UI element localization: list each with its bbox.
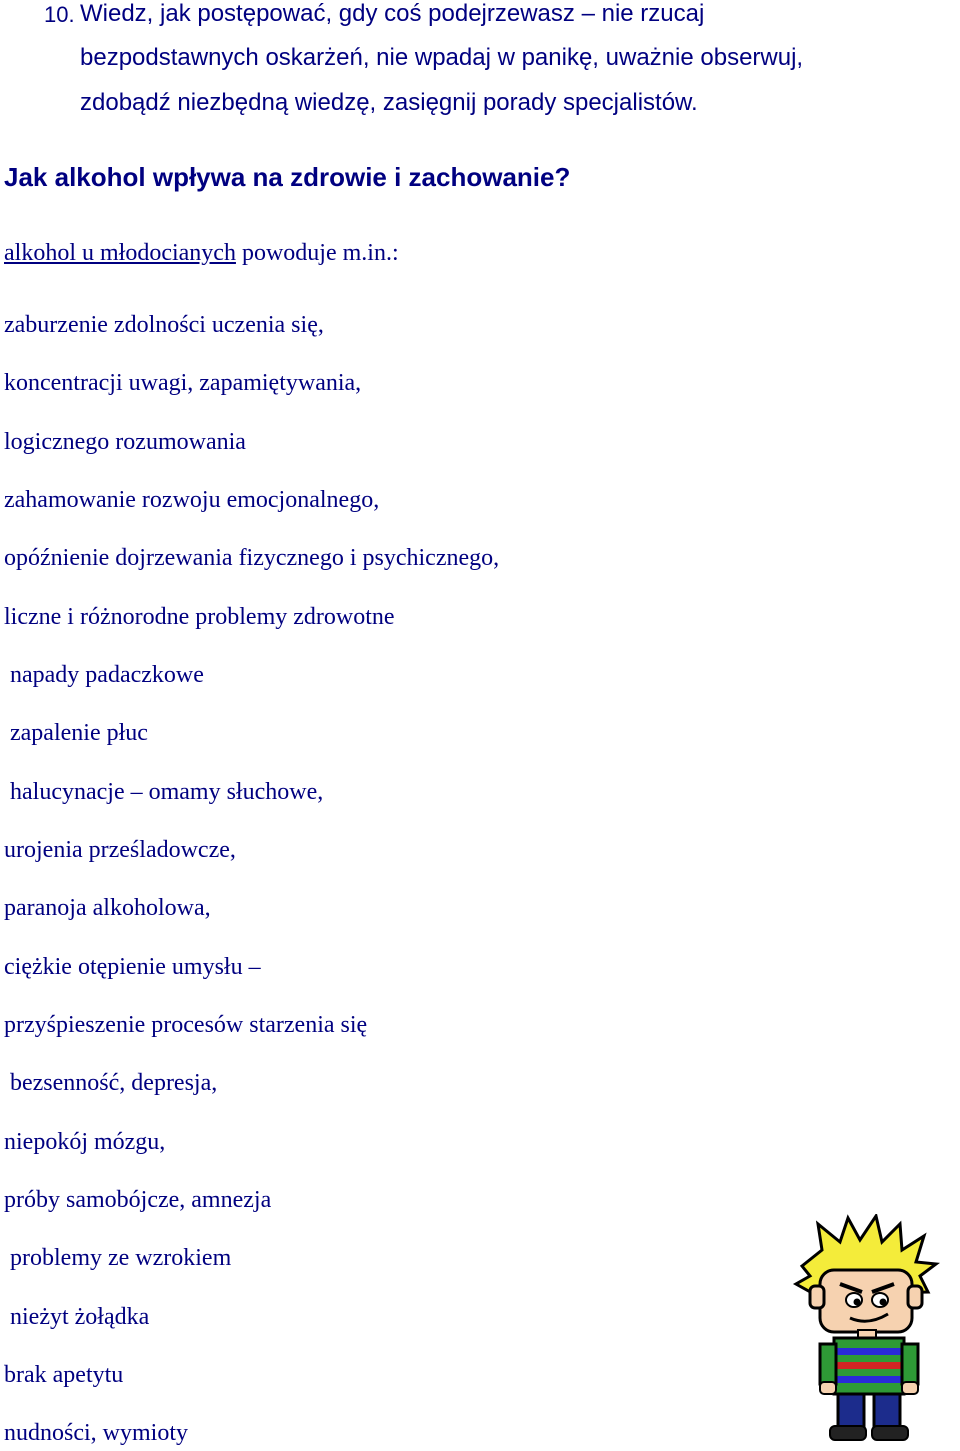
shirt-stripe (834, 1362, 904, 1369)
section-heading: Jak alkohol wpływa na zdrowie i zachowanie? (4, 162, 571, 192)
list-item: problemy ze wzrokiem (10, 1245, 232, 1271)
shirt-stripe (834, 1348, 904, 1355)
hand-shape (902, 1382, 918, 1394)
shoe-shape (872, 1426, 908, 1440)
list-item: nudności, wymioty (4, 1420, 188, 1446)
cartoon-boy-illustration (788, 1214, 948, 1446)
pupil-shape (880, 1299, 887, 1306)
list-item: liczne i różnorodne problemy zdrowotne (4, 604, 395, 630)
list-item: koncentracji uwagi, zapamiętywania, (4, 370, 362, 396)
list-item: urojenia prześladowcze, (4, 837, 236, 863)
point-line: Wiedz, jak postępować, gdy coś podejrzewasz – nie rzucaj (80, 0, 705, 27)
intro-link[interactable]: alkohol u młodocianych (4, 240, 236, 266)
pants-shape (838, 1394, 864, 1428)
pupil-shape (854, 1299, 861, 1306)
intro-sentence (4, 240, 399, 267)
list-item: zaburzenie zdolności uczenia się, (4, 312, 324, 338)
intro-rest: powoduje m.in.: (235, 240, 399, 266)
arm-shape (820, 1344, 836, 1384)
list-item: logicznego rozumowania (4, 429, 246, 455)
list-item: nieżyt żołądka (10, 1304, 150, 1330)
list-item: próby samobójcze, amnezja (4, 1187, 272, 1213)
list-item: ciężkie otępienie umysłu – (4, 954, 261, 980)
point-number: 10. (44, 2, 75, 27)
list-item: zapalenie płuc (10, 720, 148, 746)
head-shape (820, 1270, 912, 1332)
list-item: przyśpieszenie procesów starzenia się (4, 1012, 368, 1038)
ear-shape (908, 1286, 922, 1308)
list-item: paranoja alkoholowa, (4, 895, 211, 921)
pants-shape (874, 1394, 900, 1428)
list-item: bezsenność, depresja, (10, 1070, 218, 1096)
point-line: bezpodstawnych oskarżeń, nie wpadaj w panikę, uważnie obserwuj, (80, 44, 804, 71)
list-item: napady padaczkowe (10, 662, 204, 688)
list-item: halucynacje – omamy słuchowe, (10, 779, 324, 805)
list-item: opóźnienie dojrzewania fizycznego i psychicznego, (4, 545, 500, 571)
hand-shape (820, 1382, 836, 1394)
shirt-stripe (834, 1376, 904, 1383)
list-item: brak apetytu (4, 1362, 124, 1388)
arm-shape (902, 1344, 918, 1384)
shoe-shape (830, 1426, 866, 1440)
list-item: zahamowanie rozwoju emocjonalnego, (4, 487, 380, 513)
point-line: zdobądź niezbędną wiedzę, zasięgnij porady specjalistów. (80, 89, 698, 116)
ear-shape (810, 1286, 824, 1308)
list-item: niepokój mózgu, (4, 1129, 166, 1155)
